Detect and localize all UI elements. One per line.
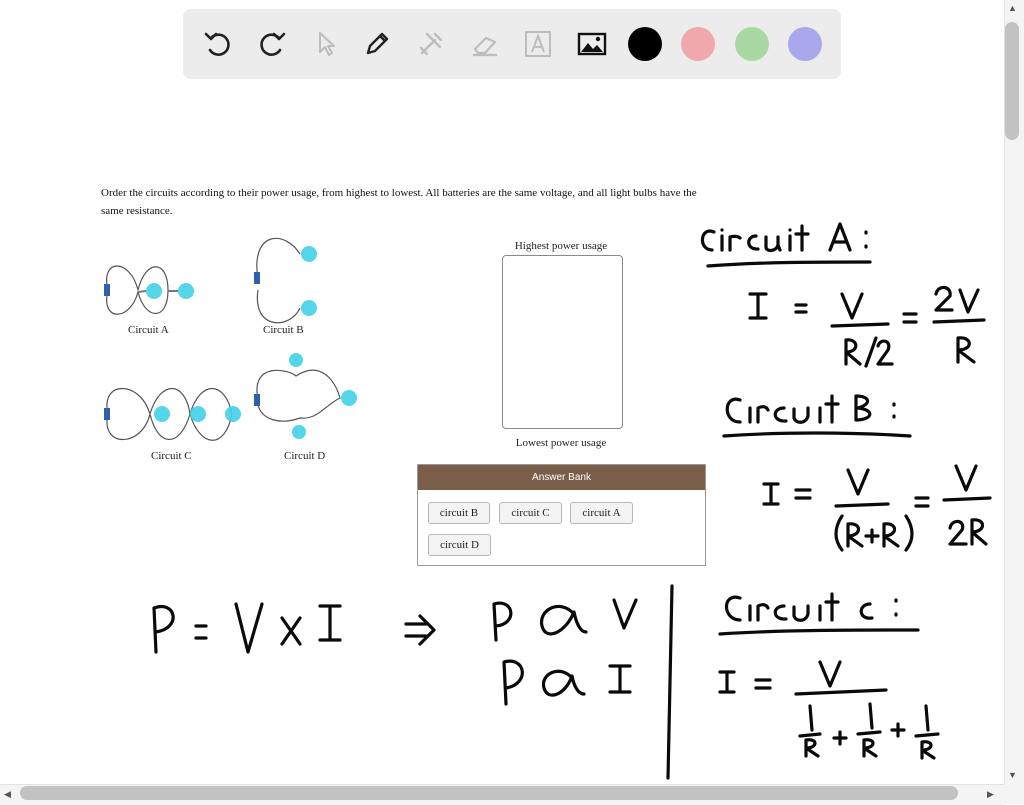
horizontal-scroll-thumb[interactable] xyxy=(20,786,958,800)
scrollbar-corner xyxy=(1004,784,1024,804)
lowest-power-label: Lowest power usage xyxy=(515,437,607,449)
scroll-up-arrow-icon[interactable]: ▲ xyxy=(1008,3,1017,13)
scroll-right-arrow-icon[interactable]: ▶ xyxy=(987,789,994,799)
vertical-scroll-thumb[interactable] xyxy=(1005,22,1019,140)
scroll-down-arrow-icon[interactable]: ▼ xyxy=(1008,770,1017,780)
answer-bank-title: Answer Bank xyxy=(418,465,705,490)
highest-power-label: Highest power usage xyxy=(514,240,608,252)
circuit-d-label: Circuit D xyxy=(284,450,326,462)
circuit-b-equation-handwriting xyxy=(764,466,990,550)
circuit-c-heading-handwriting xyxy=(720,594,918,634)
circuit-a-label: Circuit A xyxy=(128,324,169,336)
divider-line xyxy=(668,586,672,778)
circuit-b-heading-handwriting xyxy=(724,396,910,436)
answer-circuit-a[interactable]: circuit A xyxy=(570,502,633,524)
answer-circuit-b[interactable]: circuit B xyxy=(428,502,490,524)
circuit-c-equation-handwriting xyxy=(720,662,938,758)
answer-circuit-c[interactable]: circuit C xyxy=(499,502,562,524)
answer-circuit-d[interactable]: circuit D xyxy=(428,534,491,556)
scroll-left-arrow-icon[interactable]: ◀ xyxy=(4,789,11,799)
power-equation-handwriting xyxy=(154,604,434,652)
circuit-c-label: Circuit C xyxy=(151,450,192,462)
question-text: Order the circuits according to their power usage, from highest to lowest. All batteries are the same voltage, and all light bulbs have the same resistance. xyxy=(101,187,697,217)
proportional-handwriting xyxy=(494,600,636,704)
circuit-a-equation-handwriting xyxy=(750,287,984,366)
circuit-b-label: Circuit B xyxy=(263,324,304,336)
circuit-a-heading-handwriting xyxy=(702,224,870,266)
